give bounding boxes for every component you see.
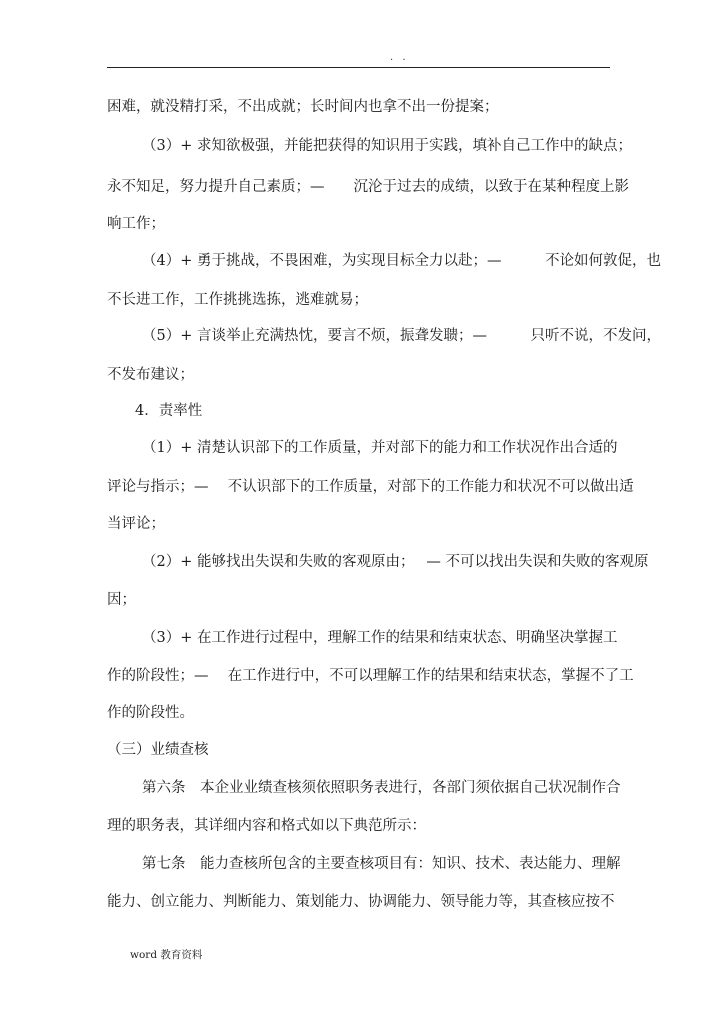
body-line: 不发布建议； xyxy=(107,367,194,383)
body-line: 永不知足，努力提升自己素质；— 沉沦于过去的成绩，以致于在某种程度上影 xyxy=(107,179,629,195)
body-line: 作的阶段性。 xyxy=(107,705,194,721)
body-line: 困难，就没精打采，不出成就；长时间内也拿不出一份提案； xyxy=(107,99,499,115)
body-line: 当评论； xyxy=(107,516,165,532)
body-line: （5）+ 言谈举止充满热忱，要言不烦，振聋发聩；— 只听不说，不发问， xyxy=(142,328,661,344)
header-marker: . . xyxy=(390,52,409,63)
body-line: 作的阶段性；— 在工作进行中，不可以理解工作的结果和结束状态，掌握不了工 xyxy=(107,668,634,684)
body-line: 因； xyxy=(107,592,136,608)
body-line: （4）+ 勇于挑战，不畏困难，为实现目标全力以赴；— 不论如何敦促，也 xyxy=(142,253,661,269)
section-heading: 4．责率性 xyxy=(135,403,203,419)
body-line: （3）+ 在工作进行过程中，理解工作的结果和结束状态、明确坚决掌握工 xyxy=(142,630,618,646)
body-line: 理的职务表，其详细内容和格式如以下典范所示： xyxy=(107,818,426,834)
body-line: （3）+ 求知欲极强，并能把获得的知识用于实践，填补自己工作中的缺点； xyxy=(142,138,632,154)
body-line: 响工作； xyxy=(107,216,165,232)
section-heading: （三）业绩查核 xyxy=(107,742,209,758)
body-line: 第七条 能力查核所包含的主要查核项目有：知识、技术、表达能力、理解 xyxy=(142,856,621,872)
header-rule xyxy=(107,67,610,68)
body-line: 评论与指示；— 不认识部下的工作质量，对部下的工作能力和状况不可以做出适 xyxy=(107,479,634,495)
body-line: 能力、创立能力、判断能力、策划能力、协调能力、领导能力等，其查核应按不 xyxy=(107,894,615,910)
body-line: （2）+ 能够找出失误和失败的客观原由； — 不可以找出失误和失败的客观原 xyxy=(142,554,649,570)
body-line: （1）+ 清楚认识部下的工作质量，并对部下的能力和工作状况作出合适的 xyxy=(142,440,618,456)
body-line: 不长进工作，工作挑挑选拣，逃难就易； xyxy=(107,292,368,308)
body-line: 第六条 本企业业绩查核须依照职务表进行，各部门须依据自己状况制作合 xyxy=(142,780,621,796)
footer-label: word 教育资料 xyxy=(130,949,203,961)
